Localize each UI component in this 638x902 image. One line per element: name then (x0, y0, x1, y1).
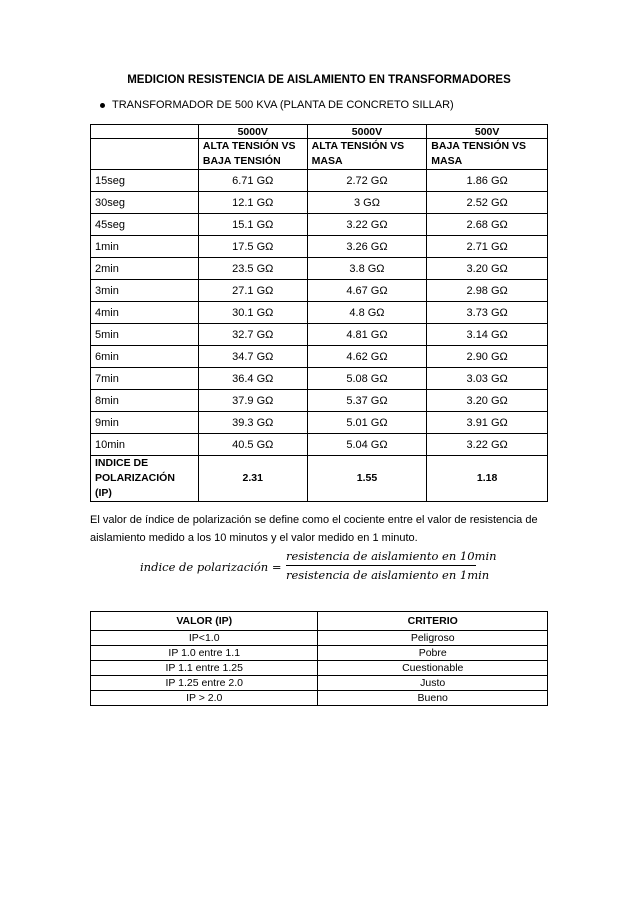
table-row (91, 192, 548, 214)
resistance-cell: 15.1 GΩ (198, 214, 307, 236)
resistance-cell: 4.81 GΩ (307, 324, 427, 346)
resistance-cell: 3.26 GΩ (307, 236, 427, 258)
table-row (91, 258, 548, 280)
resistance-cell: 5.01 GΩ (307, 412, 427, 434)
resistance-cell: 4.62 GΩ (307, 346, 427, 368)
criterion-cell: Justo (318, 676, 548, 691)
ip-value-cell: 2.31 (198, 456, 307, 502)
ip-label-cell (91, 456, 199, 502)
time-cell: 6min (91, 346, 199, 368)
formula-fraction (286, 549, 497, 582)
ip-range-cell: IP 1.0 entre 1.1 (91, 646, 318, 661)
resistance-cell: 2.90 GΩ (427, 346, 548, 368)
resistance-cell: 36.4 GΩ (198, 368, 307, 390)
table-row (91, 346, 548, 368)
voltage-header: 500V (427, 125, 548, 139)
formula-numerator: resistencia de aislamiento en 10min (286, 549, 476, 566)
resistance-cell: 3.14 GΩ (427, 324, 548, 346)
resistance-cell: 17.5 GΩ (198, 236, 307, 258)
paragraph-line: El valor de índice de polarización se define como el cociente entre el valor de resistencia de (90, 514, 538, 526)
resistance-cell: 4.8 GΩ (307, 302, 427, 324)
resistance-cell: 37.9 GΩ (198, 390, 307, 412)
criterion-cell: Peligroso (318, 631, 548, 646)
criteria-table (90, 611, 548, 706)
ip-value-cell: 1.55 (307, 456, 427, 502)
table-row (91, 236, 548, 258)
resistance-cell: 23.5 GΩ (198, 258, 307, 280)
resistance-cell: 3.20 GΩ (427, 390, 548, 412)
paragraph-line: aislamiento medido a los 10 minutos y el valor medido en 1 minuto. (90, 532, 418, 544)
table-row (91, 302, 548, 324)
time-cell: 10min (91, 434, 199, 456)
resistance-cell: 39.3 GΩ (198, 412, 307, 434)
column-header-line: ALTA TENSIÓN VS (202, 140, 296, 152)
criterion-cell: Bueno (318, 691, 548, 706)
table-row (91, 368, 548, 390)
criterion-cell: Pobre (318, 646, 548, 661)
voltage-header-row (91, 125, 548, 139)
time-cell: 15seg (91, 170, 199, 192)
table-row (91, 280, 548, 302)
criteria-header-row (91, 612, 548, 631)
formula-lhs: indice de polarización = (140, 560, 282, 574)
criterion-cell: Cuestionable (318, 661, 548, 676)
resistance-cell: 5.37 GΩ (307, 390, 427, 412)
column-header (198, 139, 307, 170)
column-header (427, 139, 548, 170)
ip-range-cell: IP<1.0 (91, 631, 318, 646)
resistance-cell: 2.68 GΩ (427, 214, 548, 236)
corner-cell (91, 139, 199, 170)
bullet-icon (100, 103, 105, 108)
resistance-cell: 3 GΩ (307, 192, 427, 214)
table-row (91, 170, 548, 192)
table-row (91, 412, 548, 434)
ip-range-cell: IP 1.25 entre 2.0 (91, 676, 318, 691)
resistance-cell: 3.73 GΩ (427, 302, 548, 324)
resistance-cell: 27.1 GΩ (198, 280, 307, 302)
resistance-cell: 2.52 GΩ (427, 192, 548, 214)
time-cell: 1min (91, 236, 199, 258)
resistance-cell: 30.1 GΩ (198, 302, 307, 324)
voltage-header: 5000V (307, 125, 427, 139)
column-header-line: MASA (431, 155, 463, 167)
resistance-cell: 2.71 GΩ (427, 236, 548, 258)
time-cell: 2min (91, 258, 199, 280)
resistance-cell: 3.91 GΩ (427, 412, 548, 434)
table-row (91, 214, 548, 236)
ip-label-line: INDICE DE (95, 457, 149, 469)
ip-label-line: POLARIZACIÓN (IP) (95, 472, 175, 499)
time-cell: 5min (91, 324, 199, 346)
table-row (91, 434, 548, 456)
corner-cell (91, 125, 199, 139)
column-header-line: MASA (311, 155, 343, 167)
column-header-line: BAJA TENSIÓN VS (431, 140, 527, 152)
resistance-cell: 3.22 GΩ (307, 214, 427, 236)
resistance-cell: 3.22 GΩ (427, 434, 548, 456)
criteria-row (91, 661, 548, 676)
resistance-cell: 40.5 GΩ (198, 434, 307, 456)
resistance-cell: 3.20 GΩ (427, 258, 548, 280)
resistance-cell: 5.08 GΩ (307, 368, 427, 390)
resistance-cell: 6.71 GΩ (198, 170, 307, 192)
column-header-line: ALTA TENSIÓN VS (311, 140, 405, 152)
time-cell: 7min (91, 368, 199, 390)
ip-row (91, 456, 548, 502)
column-header-line: BAJA TENSIÓN (202, 155, 281, 167)
resistance-table (90, 124, 548, 502)
time-cell: 45seg (91, 214, 199, 236)
resistance-cell: 2.72 GΩ (307, 170, 427, 192)
page-title: MEDICION RESISTENCIA DE AISLAMIENTO EN TRANSFORMADORES (127, 74, 511, 86)
time-cell: 9min (91, 412, 199, 434)
criteria-row (91, 646, 548, 661)
criteria-header: CRITERIO (318, 612, 548, 631)
table-row (91, 324, 548, 346)
resistance-cell: 32.7 GΩ (198, 324, 307, 346)
voltage-header: 5000V (198, 125, 307, 139)
column-header-row (91, 139, 548, 170)
ip-range-cell: IP 1.1 entre 1.25 (91, 661, 318, 676)
resistance-cell: 1.86 GΩ (427, 170, 548, 192)
table-row (91, 390, 548, 412)
criteria-row (91, 691, 548, 706)
formula-denominator: resistencia de aislamiento en 1min (286, 568, 490, 582)
ip-value-cell: 1.18 (427, 456, 548, 502)
resistance-cell: 3.03 GΩ (427, 368, 548, 390)
time-cell: 8min (91, 390, 199, 412)
time-cell: 3min (91, 280, 199, 302)
column-header (307, 139, 427, 170)
ip-range-cell: IP > 2.0 (91, 691, 318, 706)
criteria-row (91, 631, 548, 646)
resistance-cell: 4.67 GΩ (307, 280, 427, 302)
time-cell: 4min (91, 302, 199, 324)
transformer-bullet: TRANSFORMADOR DE 500 KVA (PLANTA DE CONCRETO SILLAR) (112, 99, 454, 111)
time-cell: 30seg (91, 192, 199, 214)
resistance-cell: 12.1 GΩ (198, 192, 307, 214)
resistance-cell: 2.98 GΩ (427, 280, 548, 302)
definition-paragraph (90, 511, 550, 547)
criteria-header: VALOR (IP) (91, 612, 318, 631)
resistance-cell: 34.7 GΩ (198, 346, 307, 368)
resistance-cell: 5.04 GΩ (307, 434, 427, 456)
criteria-row (91, 676, 548, 691)
resistance-cell: 3.8 GΩ (307, 258, 427, 280)
